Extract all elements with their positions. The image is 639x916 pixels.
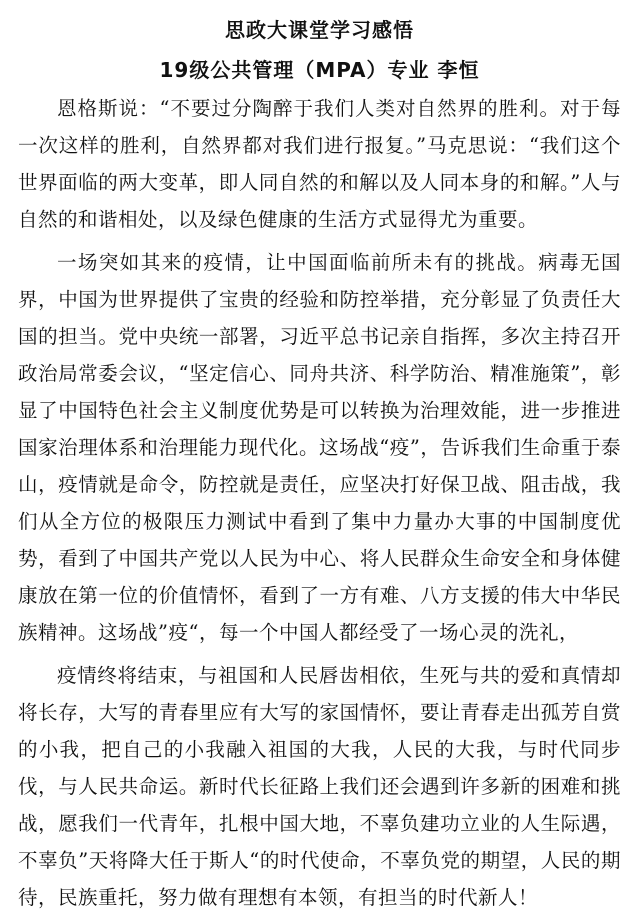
document-subtitle: 19级公共管理（MPA）专业 李恒 xyxy=(159,58,480,82)
paragraph-3: 疫情终将结束，与祖国和人民唇齿相依，生死与共的爱和真情却将长存，大写的青春里应有大写的家国情怀，要让青春走出孤芳自赏的小我，把自己的小我融入祖国的大我，人民的大我，与时代同步伐，与人民共命运。新时代长征路上我们还会遇到许多新的困难和挑战，愿我们一代青年，扎根中国大地，不辜负建功立业的人生际遇，不辜负”天将降大任于斯人“的时代使命，不辜负党的期望，人民的期待，民族重托，努力做有理想有本领，有担当的时代新人！ xyxy=(18,664,621,909)
paragraph-2: 一场突如其来的疫情，让中国面临前所未有的挑战。病毒无国界，中国为世界提供了宝贵的经验和防控举措，充分彰显了负责任大国的担当。党中央统一部署，习近平总书记亲自指挥，多次主持召开政治局常委会议，“坚定信心、同舟共济、科学防治、精准施策”，彰显了中国特色社会主义制度优势是可以转换为治理效能，进一步推进国家治理体系和治理能力现代化。这场战“疫”，告诉我们生命重于泰山，疫情就是命令，防控就是责任，应坚决打好保卫战、阻击战，我们从全方位的极限压力测试中看到了集中力量办大事的中国制度优势，看到了中国共产党以人民为中心、将人民群众生命安全和身体健康放在第一位的价值情怀，看到了一方有难、八方支援的伟大中华民族精神。这场战”疫“，每一个中国人都经受了一场心灵的洗礼， xyxy=(18,251,621,644)
document-title: 思政大课堂学习感悟 xyxy=(225,18,414,42)
paragraph-1: 恩格斯说：“不要过分陶醉于我们人类对自然界的胜利。对于每一次这样的胜利，自然界都对我们进行报复。”马克思说：“我们这个世界面临的两大变革，即人同自然的和解以及人同本身的和解。”人与自然的和谐相处，以及绿色健康的生活方式显得尤为重要。 xyxy=(18,97,621,231)
